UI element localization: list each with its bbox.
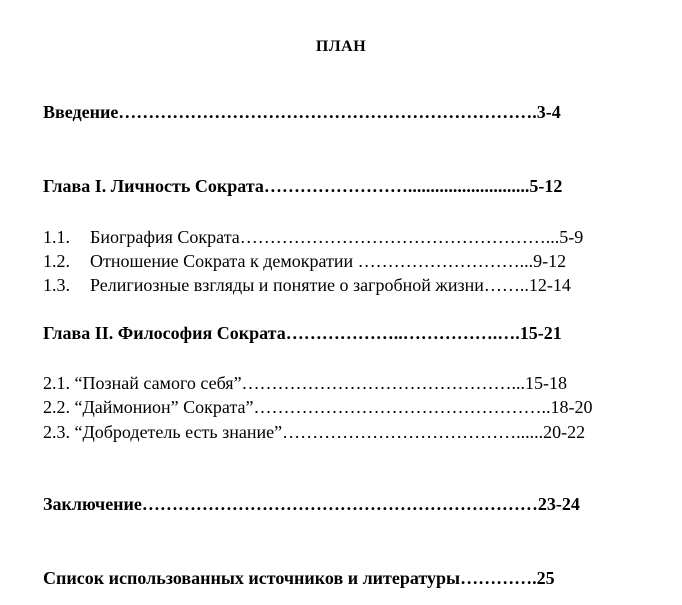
toc-section-2-2: 2.2. “Даймонион” Сократа”…………………………………………..18-20 <box>43 397 593 417</box>
toc-conclusion: Заключение…………………………………………………………23-24 <box>43 494 580 514</box>
toc-section-2-3: 2.3. “Добродетель есть знание”…………………………………......20-22 <box>43 422 586 442</box>
toc-section-2-1: 2.1. “Познай самого себя”………………………………………...15-18 <box>43 373 568 393</box>
toc-section-1-2 <box>43 250 663 272</box>
toc-chapter-2: Глава II. Философия Сократа………………..…………….….15-21 <box>43 323 562 343</box>
section-title: Отношение Сократа к демократии ………………………...9-12 <box>90 251 567 271</box>
section-number: 1.2. <box>43 251 70 271</box>
toc-chapter-1: Глава I. Личность Сократа……………………...........................5-12 <box>43 176 563 196</box>
section-title: Биография Сократа……………………………………………...5-9 <box>90 227 584 247</box>
section-number: 1.3. <box>43 275 70 295</box>
toc-introduction: Введение…………………………………………………………….3-4 <box>43 102 561 122</box>
section-number: 1.1. <box>43 227 70 247</box>
section-title: Религиозные взгляды и понятие о загробной жизни……..12-14 <box>90 275 571 295</box>
toc-references: Список использованных источников и литературы………….25 <box>43 568 555 588</box>
toc-section-1-3 <box>43 274 663 296</box>
toc-section-1-1 <box>43 226 663 248</box>
page-title: ПЛАН <box>315 38 367 55</box>
